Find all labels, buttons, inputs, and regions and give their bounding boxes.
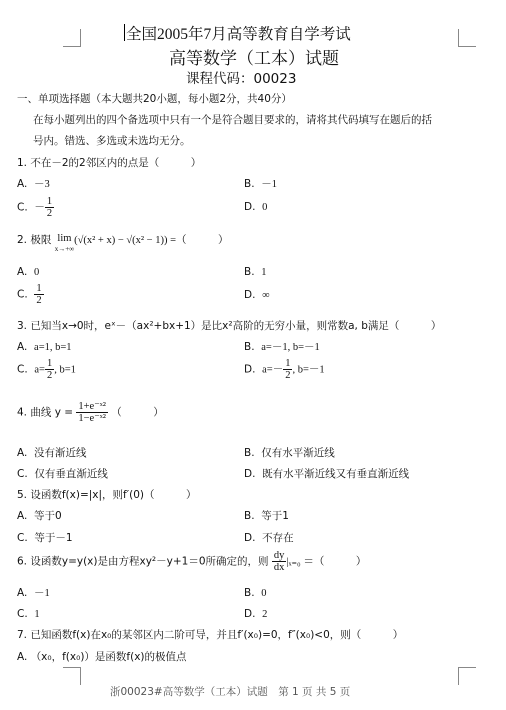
q7-option-a: A. （x₀，f(x₀)）是函数f(x)的极值点 [17,651,187,663]
q5-option-a: A. 等于0 [17,510,62,522]
page-footer: 浙00023#高等数学（工本）试题 第 1 页 共 5 页 [110,686,351,698]
text-cursor [124,24,125,41]
crop-mark [458,667,459,685]
question-2-stem: 2. 极限 lim x→+∞ (√(x² + x) − √(x² − 1)) =（ ） [17,233,229,253]
crop-mark [63,46,81,47]
q3-option-a: A. a=1, b=1 [17,341,72,353]
crop-mark [458,667,476,668]
question-1-stem: 1. 不在－2的2邻区内的点是（ ） [17,157,202,169]
fraction: $\frac{1}{2}$ [36,283,42,306]
crop-mark [80,667,81,685]
q2-option-c: C. $\frac{1}{2}$ [17,283,42,306]
q6-option-b: B. 0 [244,587,267,599]
q5-option-d: D. 不存在 [244,532,294,544]
q2-option-d: D. ∞ [244,289,270,301]
q1-option-d: D. 0 [244,201,268,213]
question-7-stem: 7. 已知函数f(x)在x₀的某邻区内二阶可导，并且f′(x₀)=0，f″(x₀)<0，则（ ） [17,629,404,641]
fraction: $\frac{1}{2}$ [285,358,291,381]
q2-option-a: A. 0 [17,266,40,278]
q3-option-b: B. a=－1, b=－1 [244,341,320,353]
fraction: $\frac{dy}{dx}$ [273,550,285,573]
q4-option-c: C. 仅有垂直渐近线 [17,468,108,480]
q4-option-d: D. 既有水平渐近线又有垂直渐近线 [244,468,410,480]
fraction: $\frac{\text{1+e⁻ˣ²}}{\text{1−e⁻ˣ²}}$ [78,401,106,424]
course-code: 课程代码：00023 [186,71,297,87]
q6-option-a: A. －1 [17,587,50,599]
q3-option-c: C. a= $\frac{1}{2}$ , b=1 [17,358,76,381]
q1-option-a: A. －3 [17,178,50,190]
q4-option-a: A. 没有渐近线 [17,447,87,459]
question-3-stem: 3. 已知当x→0时，eˣ－（ax²+bx+1）是比x²高阶的无穷小量，则常数a, b满足（ ） [17,320,442,332]
exam-title: 全国2005年7月高等教育自学考试 [126,26,351,43]
q1-option-c: C. － $\frac{1}{2}$ [17,196,53,219]
q2-option-b: B. 1 [244,266,267,278]
crop-mark [80,29,81,47]
q5-option-b: B. 等于1 [244,510,289,522]
question-4-stem: 4. 曲线 y = $\frac{\text{1+e⁻ˣ²}}{\text{1−e⁻ˣ²}}$ （ ） [17,401,164,424]
q6-option-c: C. 1 [17,608,40,620]
q3-option-d: D. a=－ $\frac{1}{2}$ , b=－1 [244,358,325,381]
section-title: 一、单项选择题（本大题共20小题，每小题2分，共40分） [17,93,292,105]
fraction: $\frac{1}{2}$ [46,358,53,381]
q6-option-d: D. 2 [244,608,268,620]
question-5-stem: 5. 设函数f(x)=|x|，则f′(0)（ ） [17,489,197,501]
crop-mark [63,667,81,668]
fraction: $\frac{1}{2}$ [46,196,53,219]
section-instructions: 在每小题列出的四个备选项中只有一个是符合题目要求的，请将其代码填写在题后的括 [33,114,432,126]
exam-subtitle: 高等数学（工本）试题 [169,49,339,68]
section-instructions-cont: 号内。错选、多选或未选均无分。 [33,135,191,147]
crop-mark [458,46,476,47]
question-6-stem: 6. 设函数y=y(x)是由方程xy²－y+1＝0所确定的，则 $\frac{dy}{dx}$ |ₓ₌₀ ＝（ ） [17,550,367,573]
q1-option-b: B. －1 [244,178,277,190]
crop-mark [458,29,459,47]
q4-option-b: B. 仅有水平渐近线 [244,447,335,459]
q5-option-c: C. 等于－1 [17,532,73,544]
